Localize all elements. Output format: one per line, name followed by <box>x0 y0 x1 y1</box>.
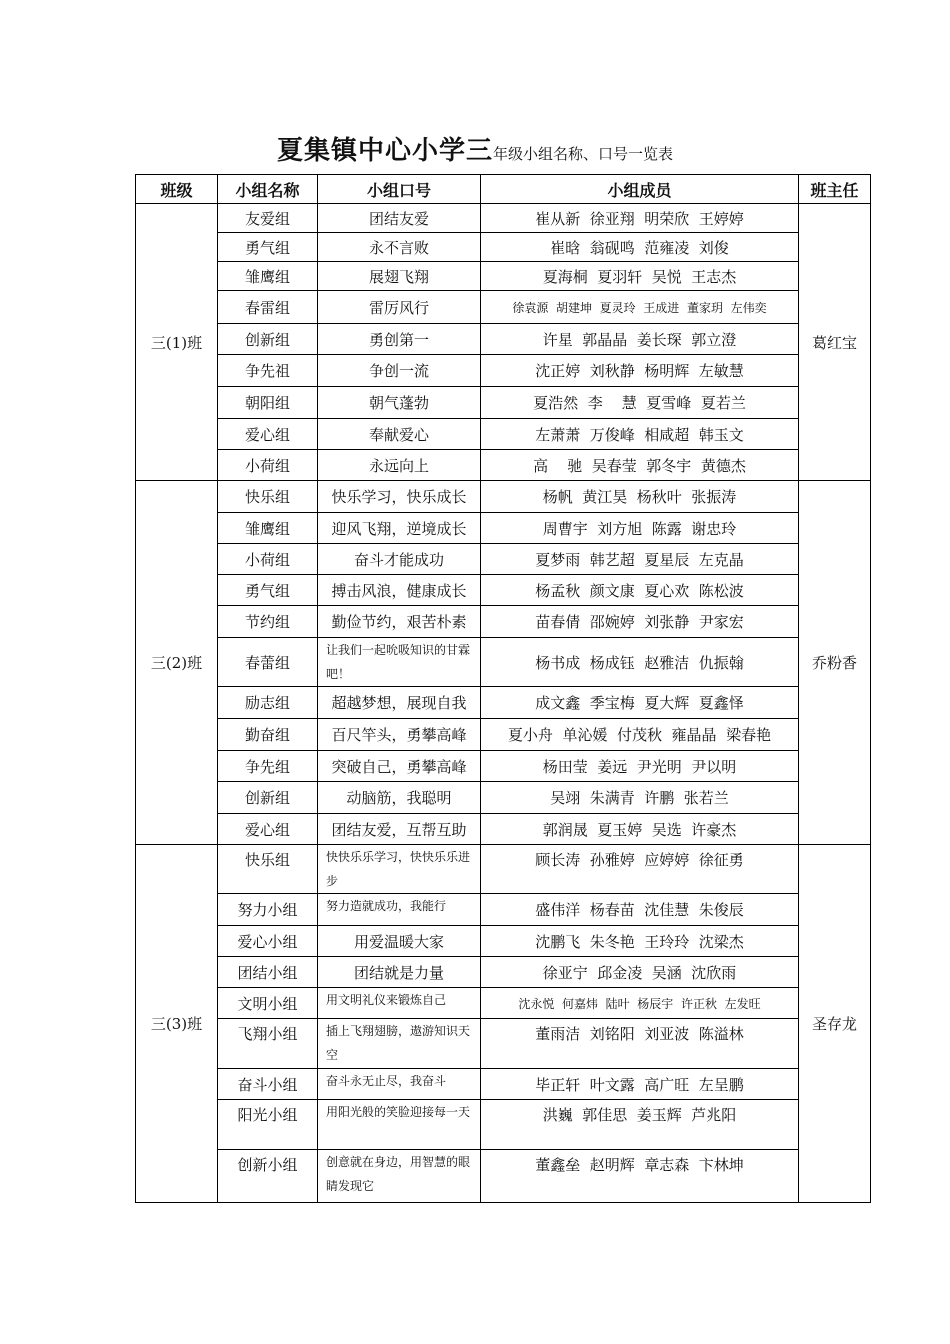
table-row <box>136 751 871 782</box>
group-name: 勤奋组 <box>218 719 318 751</box>
group-members: 左萧萧 万俊峰 相咸超 韩玉文 <box>481 419 799 450</box>
table-row <box>136 814 871 845</box>
table-row <box>136 638 871 687</box>
class-teacher: 圣存龙 <box>799 845 871 1203</box>
group-members: 周曹宇 刘方旭 陈露 谢忠玲 <box>481 513 799 544</box>
group-slogan: 永远向上 <box>318 450 481 481</box>
group-slogan: 奋斗才能成功 <box>318 544 481 575</box>
table-row <box>136 355 871 387</box>
group-slogan: 快快乐乐学习，快快乐乐进步 <box>318 845 481 894</box>
group-slogan: 超越梦想，展现自我 <box>318 687 481 719</box>
title-main: 夏集镇中心小学三 <box>276 136 493 166</box>
table-row <box>136 1150 871 1203</box>
group-name: 小荷组 <box>218 544 318 575</box>
table-row <box>136 262 871 291</box>
table-row <box>136 387 871 419</box>
group-name: 春蕾组 <box>218 638 318 687</box>
group-name: 雏鹰组 <box>218 262 318 291</box>
group-members: 盛伟洋 杨春苗 沈佳慧 朱俊辰 <box>481 894 799 926</box>
header-class: 班级 <box>136 175 218 204</box>
group-name: 节约组 <box>218 606 318 638</box>
group-slogan: 创意就在身边，用智慧的眼睛发现它 <box>318 1150 481 1203</box>
table-row <box>136 204 871 233</box>
group-name: 快乐组 <box>218 481 318 513</box>
group-name: 创新小组 <box>218 1150 318 1203</box>
table-row <box>136 1069 871 1100</box>
class-name: 三(2)班 <box>136 481 218 845</box>
group-name: 励志组 <box>218 687 318 719</box>
group-members: 杨田莹 姜远 尹光明 尹以明 <box>481 751 799 782</box>
group-members: 崔从新 徐亚翔 明荣欣 王婷婷 <box>481 204 799 233</box>
table-row <box>136 606 871 638</box>
header-row <box>136 175 871 204</box>
group-members: 洪巍 郭佳思 姜玉辉 芦兆阳 <box>481 1100 799 1150</box>
table-row <box>136 233 871 262</box>
class-teacher: 葛红宝 <box>799 204 871 481</box>
group-members: 崔晗 翁砚鸣 范雍凌 刘俊 <box>481 233 799 262</box>
group-slogan: 争创一流 <box>318 355 481 387</box>
group-members: 夏梦雨 韩艺超 夏星辰 左克晶 <box>481 544 799 575</box>
group-name: 春雷组 <box>218 291 318 324</box>
group-slogan: 勤俭节约，艰苦朴素 <box>318 606 481 638</box>
group-members: 沈永悦 何嘉炜 陆叶 杨辰宇 许正秋 左发旺 <box>481 988 799 1019</box>
group-slogan: 突破自己，勇攀高峰 <box>318 751 481 782</box>
group-name: 努力小组 <box>218 894 318 926</box>
group-name: 雏鹰组 <box>218 513 318 544</box>
group-slogan: 勇创第一 <box>318 324 481 355</box>
title-sub: 年级小组名称、口号一览表 <box>493 145 674 163</box>
group-members: 许星 郭晶晶 姜长琛 郭立澄 <box>481 324 799 355</box>
group-slogan: 永不言败 <box>318 233 481 262</box>
group-slogan: 插上飞翔翅膀，遨游知识天空 <box>318 1019 481 1069</box>
table-row <box>136 324 871 355</box>
group-members: 沈正婷 刘秋静 杨明辉 左敏慧 <box>481 355 799 387</box>
table-row <box>136 957 871 988</box>
group-table <box>135 174 871 1203</box>
group-members: 顾长涛 孙雅婷 应婷婷 徐征勇 <box>481 845 799 894</box>
group-slogan: 雷厉风行 <box>318 291 481 324</box>
group-name: 争先组 <box>218 751 318 782</box>
table-row <box>136 513 871 544</box>
group-slogan: 用文明礼仪来锻炼自己 <box>318 988 481 1019</box>
table-row <box>136 544 871 575</box>
group-members: 郭润晟 夏玉婷 吴选 许豪杰 <box>481 814 799 845</box>
group-slogan: 迎风飞翔，逆境成长 <box>318 513 481 544</box>
group-slogan: 团结友爱，互帮互助 <box>318 814 481 845</box>
group-slogan: 团结友爱 <box>318 204 481 233</box>
table-row <box>136 782 871 814</box>
group-name: 飞翔小组 <box>218 1019 318 1069</box>
group-name: 爱心小组 <box>218 926 318 957</box>
table-row <box>136 845 871 894</box>
group-members: 杨书成 杨成钰 赵雅洁 仇振翰 <box>481 638 799 687</box>
header-slogan: 小组口号 <box>318 175 481 204</box>
group-members: 沈鹏飞 朱冬艳 王玲玲 沈梁杰 <box>481 926 799 957</box>
group-slogan: 朝气蓬勃 <box>318 387 481 419</box>
group-name: 勇气组 <box>218 233 318 262</box>
table-row <box>136 450 871 481</box>
group-name: 勇气组 <box>218 575 318 606</box>
group-slogan: 奉献爱心 <box>318 419 481 450</box>
table-row <box>136 719 871 751</box>
group-members: 高 驰 吴春莹 郭冬宇 黄德杰 <box>481 450 799 481</box>
class-name: 三(3)班 <box>136 845 218 1203</box>
class-teacher: 乔粉香 <box>799 481 871 845</box>
group-members: 杨帆 黄江昊 杨秋叶 张振涛 <box>481 481 799 513</box>
group-members: 苗春倩 邵婉婷 刘张静 尹家宏 <box>481 606 799 638</box>
group-name: 爱心组 <box>218 419 318 450</box>
group-members: 杨孟秋 颜文康 夏心欢 陈松波 <box>481 575 799 606</box>
group-name: 朝阳组 <box>218 387 318 419</box>
group-members: 徐亚宁 邱金凌 吴涵 沈欣雨 <box>481 957 799 988</box>
group-slogan: 用阳光般的笑脸迎接每一天 <box>318 1100 481 1150</box>
group-name: 奋斗小组 <box>218 1069 318 1100</box>
header-teacher: 班主任 <box>799 175 871 204</box>
table-row <box>136 1019 871 1069</box>
group-members: 董鑫垒 赵明辉 章志森 卞林坤 <box>481 1150 799 1203</box>
group-name: 文明小组 <box>218 988 318 1019</box>
group-slogan: 动脑筋，我聪明 <box>318 782 481 814</box>
header-group: 小组名称 <box>218 175 318 204</box>
group-name: 小荷组 <box>218 450 318 481</box>
table-row <box>136 988 871 1019</box>
group-slogan: 百尺竿头，勇攀高峰 <box>318 719 481 751</box>
group-name: 创新组 <box>218 782 318 814</box>
group-name: 快乐组 <box>218 845 318 894</box>
group-members: 夏浩然 李 慧 夏雪峰 夏若兰 <box>481 387 799 419</box>
group-members: 毕正轩 叶文露 高广旺 左呈鹏 <box>481 1069 799 1100</box>
group-name: 团结小组 <box>218 957 318 988</box>
group-name: 阳光小组 <box>218 1100 318 1150</box>
table-row <box>136 687 871 719</box>
group-slogan: 搏击风浪，健康成长 <box>318 575 481 606</box>
group-members: 董雨洁 刘铭阳 刘亚波 陈溢林 <box>481 1019 799 1069</box>
group-members: 吴翊 朱满青 许鹏 张若兰 <box>481 782 799 814</box>
class-name: 三(1)班 <box>136 204 218 481</box>
group-members: 夏小舟 单沁媛 付茂秋 雍晶晶 梁春艳 <box>481 719 799 751</box>
table-row <box>136 926 871 957</box>
header-members: 小组成员 <box>481 175 799 204</box>
table-row <box>136 291 871 324</box>
table-row <box>136 1100 871 1150</box>
table-row <box>136 575 871 606</box>
group-name: 爱心组 <box>218 814 318 845</box>
group-slogan: 用爱温暖大家 <box>318 926 481 957</box>
group-name: 争先祖 <box>218 355 318 387</box>
group-slogan: 团结就是力量 <box>318 957 481 988</box>
group-slogan: 快乐学习，快乐成长 <box>318 481 481 513</box>
page-title <box>0 130 950 167</box>
group-name: 创新组 <box>218 324 318 355</box>
group-slogan: 让我们一起吮吸知识的甘霖吧！ <box>318 638 481 687</box>
group-name: 友爱组 <box>218 204 318 233</box>
table-row <box>136 481 871 513</box>
group-slogan: 展翅飞翔 <box>318 262 481 291</box>
group-slogan: 奋斗永无止尽，我奋斗 <box>318 1069 481 1100</box>
group-slogan: 努力造就成功，我能行 <box>318 894 481 926</box>
table-row <box>136 894 871 926</box>
group-members: 夏海桐 夏羽轩 吴悦 王志杰 <box>481 262 799 291</box>
group-members: 成文鑫 季宝梅 夏大辉 夏鑫怿 <box>481 687 799 719</box>
group-members: 徐袁源 胡建坤 夏灵玲 王成进 董家玥 左伟奕 <box>481 291 799 324</box>
table-row <box>136 419 871 450</box>
